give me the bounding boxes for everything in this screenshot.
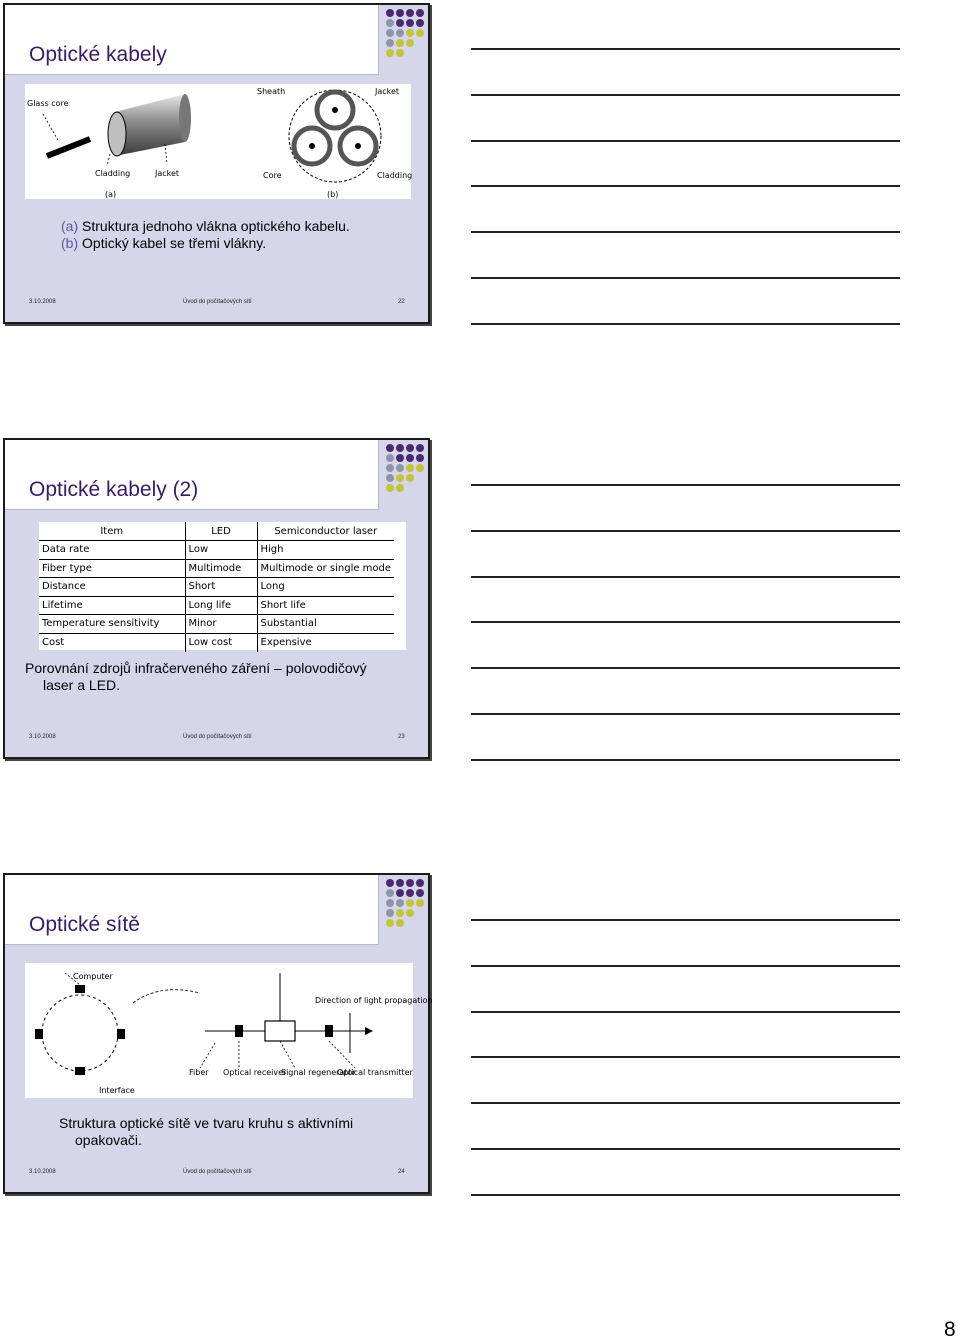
decorative-dots-icon [386, 9, 430, 57]
footer-course: Úvod do počítačových sítí [183, 734, 252, 740]
label-jacket: Jacket [155, 169, 180, 178]
table-row [39, 578, 394, 597]
label-optical-receiver: Optical receiver [223, 1068, 287, 1077]
caption-text: Struktura optické sítě ve tvaru kruhu s aktivními opakovači. [59, 1115, 354, 1148]
dot-icon [416, 29, 424, 37]
footer-date: 3.10.2008 [29, 1169, 56, 1175]
note-line [471, 965, 900, 967]
dot-icon [396, 484, 404, 492]
dot-icon [386, 879, 394, 887]
dot-icon [386, 909, 394, 917]
note-line [471, 759, 900, 761]
table-cell: Long [257, 578, 394, 597]
dot-icon [416, 454, 424, 462]
footer-page: 23 [398, 734, 405, 740]
dot-icon [406, 464, 414, 472]
footer-date: 3.10.2008 [29, 734, 56, 740]
table-cell: Short life [257, 596, 394, 615]
dot-icon [406, 19, 414, 27]
dot-icon [406, 474, 414, 482]
table-row [39, 615, 394, 634]
dot-icon [406, 29, 414, 37]
label-cladding-b: Cladding [377, 171, 413, 180]
footer-page: 22 [398, 299, 405, 305]
dot-icon [396, 919, 404, 927]
dot-icon [386, 919, 394, 927]
table-header-cell: Semiconductor laser [257, 522, 394, 541]
table-cell: Expensive [260, 637, 312, 648]
note-line [471, 185, 900, 187]
slide-caption [61, 218, 350, 252]
dot-icon [396, 19, 404, 27]
dot-icon [386, 474, 394, 482]
caption-line-b: (b) Optický kabel se třemi vlákny. [61, 235, 267, 251]
dot-icon [386, 484, 394, 492]
dot-icon [416, 19, 424, 27]
table-cell: High [257, 541, 394, 560]
table-header-row [39, 522, 394, 541]
optical-ring-diagram [25, 963, 433, 1098]
table-cell: Minor [185, 615, 257, 634]
note-line [471, 94, 900, 96]
dot-icon [406, 879, 414, 887]
table-cell: Lifetime [39, 596, 185, 615]
dot-icon [396, 29, 404, 37]
table-row [39, 633, 394, 652]
dot-icon [386, 49, 394, 57]
slide-title: Optické kabely [29, 43, 167, 66]
table-cell: Distance [39, 578, 185, 597]
note-line [471, 576, 900, 578]
dot-icon [386, 899, 394, 907]
table-header-cell: Item [39, 522, 185, 541]
note-line [471, 277, 900, 279]
note-line [471, 713, 900, 715]
label-glass-core: Glass core [27, 99, 69, 108]
dot-icon [406, 454, 414, 462]
label-jacket-b: Jacket [375, 87, 400, 96]
dot-icon [386, 9, 394, 17]
dot-icon [416, 889, 424, 897]
slide-title-bar [5, 440, 379, 510]
table-cell: Low [185, 541, 257, 560]
note-line [471, 1056, 900, 1058]
dot-icon [396, 454, 404, 462]
table-row [39, 559, 394, 578]
note-line [471, 323, 900, 325]
label-b: (b) [327, 190, 339, 199]
dot-icon [416, 899, 424, 907]
caption-line-a: (a) Struktura jednoho vlákna optického kabelu. [61, 218, 350, 234]
dot-icon [396, 444, 404, 452]
label-fiber: Fiber [189, 1068, 209, 1077]
slide-caption [25, 660, 395, 694]
note-line [471, 530, 900, 532]
table-cell: Short [185, 578, 257, 597]
note-line [471, 1011, 900, 1013]
dot-icon [406, 909, 414, 917]
table-header-cell: LED [185, 522, 257, 541]
table-cell: Multimode or single mode [257, 559, 394, 578]
dot-icon [396, 474, 404, 482]
slide-title: Optické sítě [29, 913, 140, 936]
dot-icon [386, 19, 394, 27]
table-cell: Multimode [185, 559, 257, 578]
slide-23 [3, 438, 430, 759]
dot-icon [396, 899, 404, 907]
caption-text: Porovnání zdrojů infračerveného záření – polovodičový laser a LED. [25, 660, 367, 693]
slide-caption [59, 1115, 389, 1149]
label-sheath: Sheath [257, 87, 286, 96]
dot-icon [386, 444, 394, 452]
decorative-dots-icon [386, 444, 430, 492]
note-line [471, 1194, 900, 1196]
dot-icon [396, 9, 404, 17]
dot-icon [416, 9, 424, 17]
label-optical-transmitter: Optical transmitter [337, 1068, 413, 1077]
slide-24 [3, 873, 433, 1194]
table-cell: Cost [39, 633, 185, 652]
dot-icon [396, 464, 404, 472]
label-signal-regenerator: Signal regenerator [281, 1068, 356, 1077]
dot-icon [406, 889, 414, 897]
footer-course: Úvod do počítačových sítí [183, 1169, 252, 1175]
dot-icon [416, 444, 424, 452]
note-line [471, 621, 900, 623]
table-cell: Low cost [185, 633, 257, 652]
footer-date: 3.10.2008 [29, 299, 56, 305]
dot-icon [386, 464, 394, 472]
note-line [471, 1148, 900, 1150]
fiber-structure-diagram [25, 84, 411, 199]
table-cell: Fiber type [39, 559, 185, 578]
dot-icon [396, 909, 404, 917]
table-row [39, 541, 394, 560]
note-line [471, 484, 900, 486]
dot-icon [386, 39, 394, 47]
optical-ring-figure [25, 963, 433, 1098]
dot-icon [406, 39, 414, 47]
page-number: 8 [944, 1318, 956, 1341]
slide-22 [3, 3, 430, 324]
dot-icon [406, 444, 414, 452]
label-interface: Interface [99, 1086, 135, 1095]
label-a: (a) [105, 190, 117, 199]
table-row [39, 596, 394, 615]
dot-icon [396, 49, 404, 57]
slide-title-bar [5, 875, 379, 945]
table-cell: Data rate [39, 541, 185, 560]
dot-icon [386, 454, 394, 462]
dot-icon [396, 879, 404, 887]
label-computer: Computer [73, 972, 113, 981]
note-line [471, 1102, 900, 1104]
comparison-table-figure [39, 522, 406, 650]
note-line [471, 231, 900, 233]
note-line [471, 667, 900, 669]
led-laser-comparison-table [39, 522, 394, 652]
table-cell: Long life [185, 596, 257, 615]
label-cladding: Cladding [95, 169, 131, 178]
label-core: Core [263, 171, 282, 180]
footer-course: Úvod do počítačových sítí [183, 299, 252, 305]
dot-icon [386, 889, 394, 897]
note-line [471, 919, 900, 921]
slide-title-bar [5, 5, 379, 75]
label-direction: Direction of light propagation [315, 996, 433, 1005]
dot-icon [406, 9, 414, 17]
dot-icon [416, 879, 424, 887]
dot-icon [386, 29, 394, 37]
dot-icon [396, 889, 404, 897]
decorative-dots-icon [386, 879, 430, 927]
fiber-structure-figure [25, 84, 411, 199]
dot-icon [396, 39, 404, 47]
footer-page: 24 [398, 1169, 405, 1175]
dot-icon [416, 464, 424, 472]
note-line [471, 48, 900, 50]
table-cell: Temperature sensitivity [39, 615, 185, 634]
dot-icon [406, 899, 414, 907]
slide-title: Optické kabely (2) [29, 478, 199, 501]
note-line [471, 140, 900, 142]
table-cell: Substantial [257, 615, 394, 634]
